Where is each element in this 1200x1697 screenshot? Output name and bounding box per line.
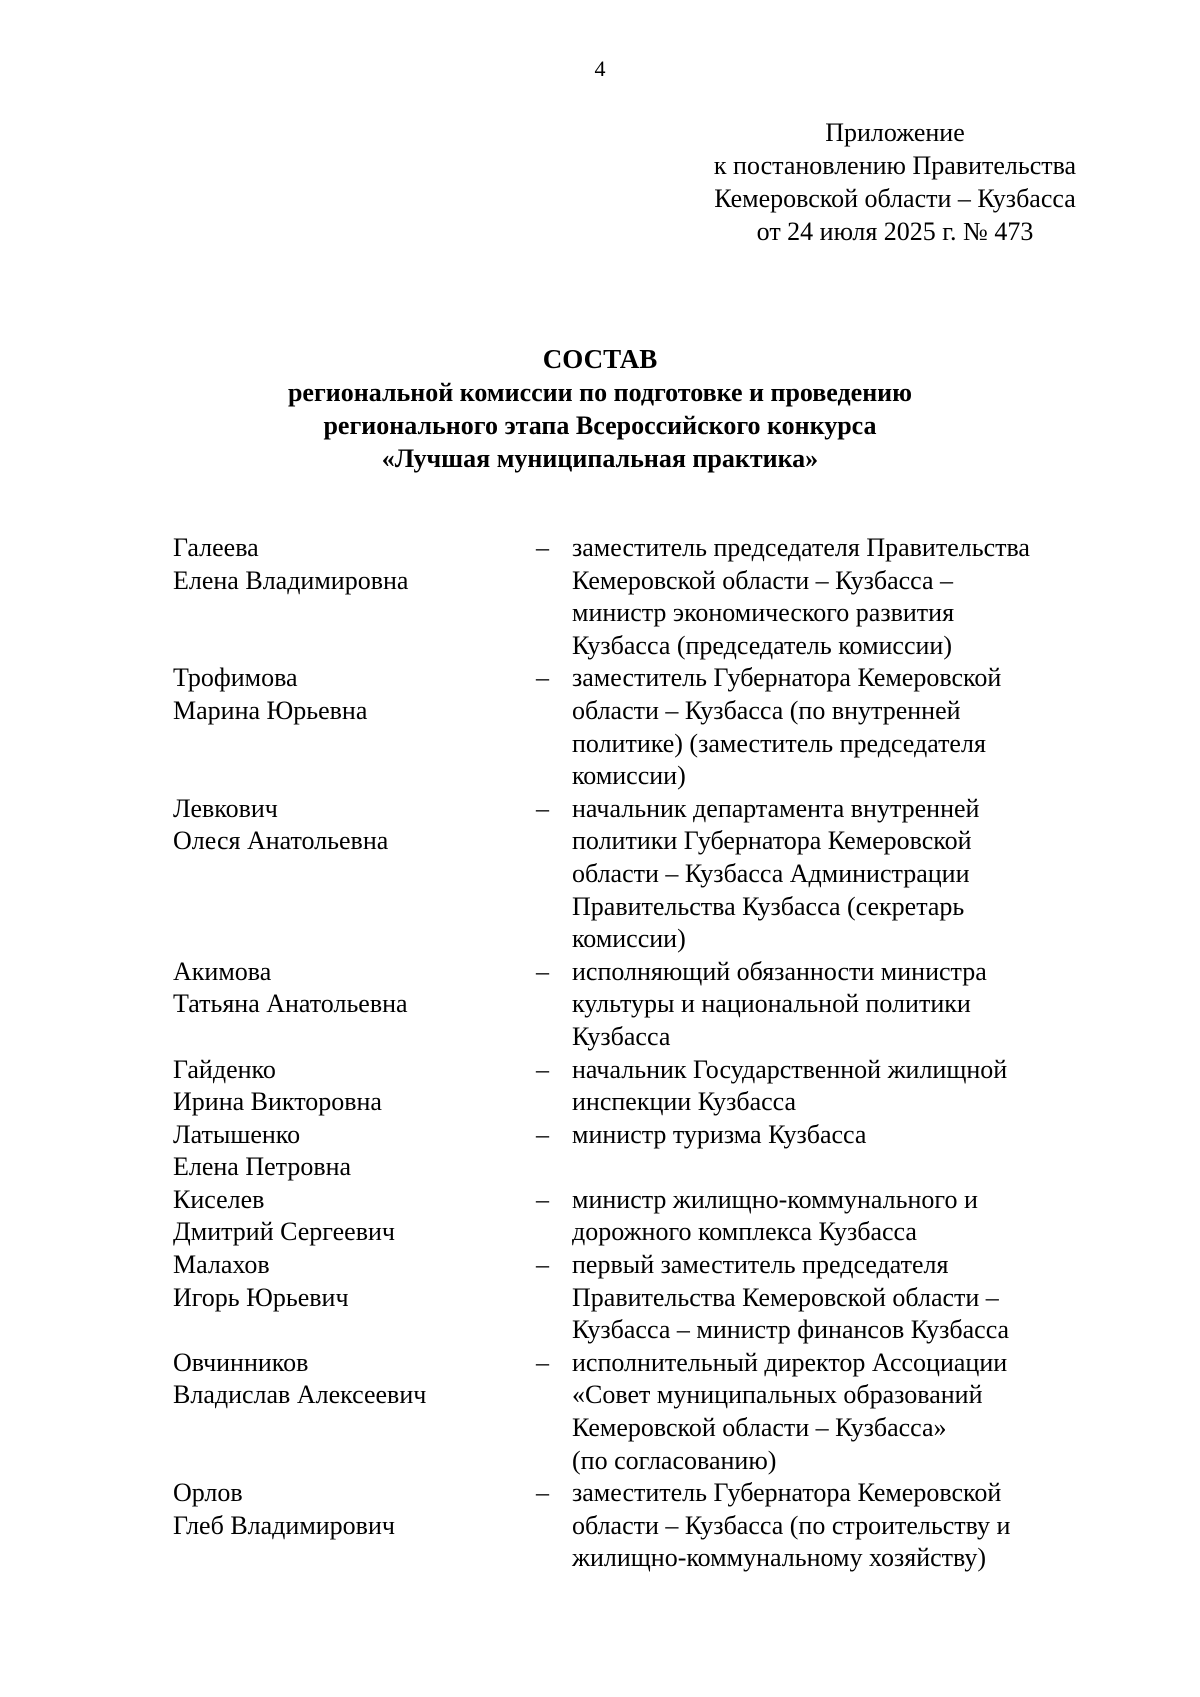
member-role-line: комиссии) <box>572 761 686 791</box>
member-name-line: Глеб Владимирович <box>173 1510 395 1540</box>
member-name-line: Марина Юрьевна <box>173 695 368 725</box>
member-role-line: заместитель председателя Правительства <box>572 533 1030 562</box>
member-role <box>570 1347 1133 1477</box>
appendix-line: Кемеровской области – Кузбасса <box>714 184 1076 213</box>
member-dash: – <box>536 1119 549 1149</box>
member-name-line: Владислав Алексеевич <box>173 1380 427 1410</box>
member-role-line: Кузбасса (председатель комиссии) <box>572 630 952 660</box>
member-role <box>570 956 1133 1054</box>
member-role-line: Кемеровской области – Кузбасса – <box>572 565 954 595</box>
member-name-line: Елена Владимировна <box>173 565 409 595</box>
member-name <box>173 1054 528 1119</box>
member-name-line: Киселев <box>173 1184 265 1214</box>
member-name-line: Малахов <box>173 1250 270 1280</box>
member-role <box>570 1184 1133 1249</box>
member-role-line: министр экономического развития <box>572 598 955 628</box>
member-name <box>173 1477 528 1542</box>
member-role-line: области – Кузбасса (по строительству и <box>572 1510 1011 1540</box>
member-role <box>570 532 1133 662</box>
member-name-line: Игорь Юрьевич <box>173 1282 349 1312</box>
member-role-line: Кузбасса – министр финансов Кузбасса <box>572 1315 1010 1345</box>
member-role-line: жилищно-коммунальному хозяйству) <box>572 1543 987 1573</box>
member-role <box>570 793 1133 956</box>
member-role-line: инспекции Кузбасса <box>572 1087 797 1117</box>
member-name-line: Ирина Викторовна <box>173 1087 382 1117</box>
member-role <box>570 662 1133 792</box>
member-role-line: исполнительный директор Ассоциации <box>572 1347 1008 1377</box>
member-row <box>173 1477 1133 1575</box>
member-row <box>173 1347 1133 1477</box>
member-dash: – <box>536 533 549 562</box>
member-row <box>173 1184 1133 1249</box>
member-role-line: Кемеровской области – Кузбасса» <box>572 1413 947 1443</box>
member-role <box>570 1054 1133 1119</box>
title-line: «Лучшая муниципальная практика» <box>381 444 819 473</box>
member-role <box>570 1119 1133 1152</box>
member-name-line: Галеева <box>173 533 259 562</box>
member-name-line: Олеся Анатольевна <box>173 826 389 856</box>
member-name <box>173 1184 528 1249</box>
member-row <box>173 793 1133 956</box>
member-name <box>173 793 528 858</box>
member-dash: – <box>536 956 549 986</box>
member-name-line: Орлов <box>173 1478 243 1508</box>
member-name <box>173 1347 528 1412</box>
member-dash: – <box>536 1478 549 1508</box>
document-title <box>0 343 1200 475</box>
member-role-line: исполняющий обязанности министра <box>572 956 987 986</box>
member-role-line: комиссии) <box>572 924 686 954</box>
member-name-line: Татьяна Анатольевна <box>173 989 408 1019</box>
member-dash: – <box>536 663 549 693</box>
member-dash: – <box>536 1054 549 1084</box>
member-name-line: Дмитрий Сергеевич <box>173 1217 395 1247</box>
member-role-line: министр жилищно-коммунального и <box>572 1184 978 1214</box>
member-role-line: дорожного комплекса Кузбасса <box>572 1217 917 1247</box>
member-role <box>570 1477 1133 1575</box>
member-role-line: начальник Государственной жилищной <box>572 1054 1008 1084</box>
member-dash: – <box>536 1250 549 1280</box>
member-row <box>173 956 1133 1054</box>
member-role-line: Кузбасса <box>572 1021 671 1051</box>
member-role-line: заместитель Губернатора Кемеровской <box>572 663 1002 693</box>
member-name-line: Гайденко <box>173 1054 276 1084</box>
member-role-line: Правительства Кузбасса (секретарь <box>572 891 965 921</box>
appendix-line: от 24 июля 2025 г. № 473 <box>756 217 1034 246</box>
page-number: 4 <box>594 56 606 81</box>
title-line: регионального этапа Всероссийского конкурса <box>323 411 877 440</box>
member-row <box>173 1054 1133 1119</box>
members-list <box>173 532 1133 1575</box>
appendix-header <box>660 116 1130 248</box>
member-name-line: Овчинников <box>173 1347 309 1377</box>
member-name <box>173 662 528 727</box>
member-name <box>173 1119 528 1184</box>
title-main: СОСТАВ <box>542 344 658 374</box>
member-role-line: Правительства Кемеровской области – <box>572 1282 999 1312</box>
member-role-line: первый заместитель председателя <box>572 1250 949 1280</box>
member-role-line: заместитель Губернатора Кемеровской <box>572 1478 1002 1508</box>
member-row <box>173 662 1133 792</box>
member-role-line: министр туризма Кузбасса <box>572 1119 867 1149</box>
member-role-line: области – Кузбасса (по внутренней <box>572 695 961 725</box>
member-name-line: Елена Петровна <box>173 1152 352 1182</box>
member-row <box>173 532 1133 662</box>
appendix-line: Приложение <box>825 118 965 147</box>
member-dash: – <box>536 1184 549 1214</box>
member-role-line: начальник департамента внутренней <box>572 793 980 823</box>
title-line: региональной комиссии по подготовке и проведению <box>287 378 913 407</box>
member-row <box>173 1119 1133 1184</box>
member-role-line: области – Кузбасса Администрации <box>572 858 970 888</box>
member-role-line: политики Губернатора Кемеровской <box>572 826 972 856</box>
member-role-line: политике) (заместитель председателя <box>572 728 986 758</box>
member-name-line: Трофимова <box>173 663 298 693</box>
member-role-line: «Совет муниципальных образований <box>572 1380 983 1410</box>
member-name-line: Левкович <box>173 793 278 823</box>
member-dash: – <box>536 793 549 823</box>
member-name-line: Латышенко <box>173 1119 301 1149</box>
member-role-line: (по согласованию) <box>572 1445 777 1475</box>
member-name <box>173 956 528 1021</box>
member-name <box>173 532 528 597</box>
member-role <box>570 1249 1133 1347</box>
member-name <box>173 1249 528 1314</box>
member-name-line: Акимова <box>173 956 272 986</box>
appendix-line: к постановлению Правительства <box>713 151 1077 180</box>
member-row <box>173 1249 1133 1347</box>
member-role-line: культуры и национальной политики <box>572 989 971 1019</box>
member-dash: – <box>536 1347 549 1377</box>
